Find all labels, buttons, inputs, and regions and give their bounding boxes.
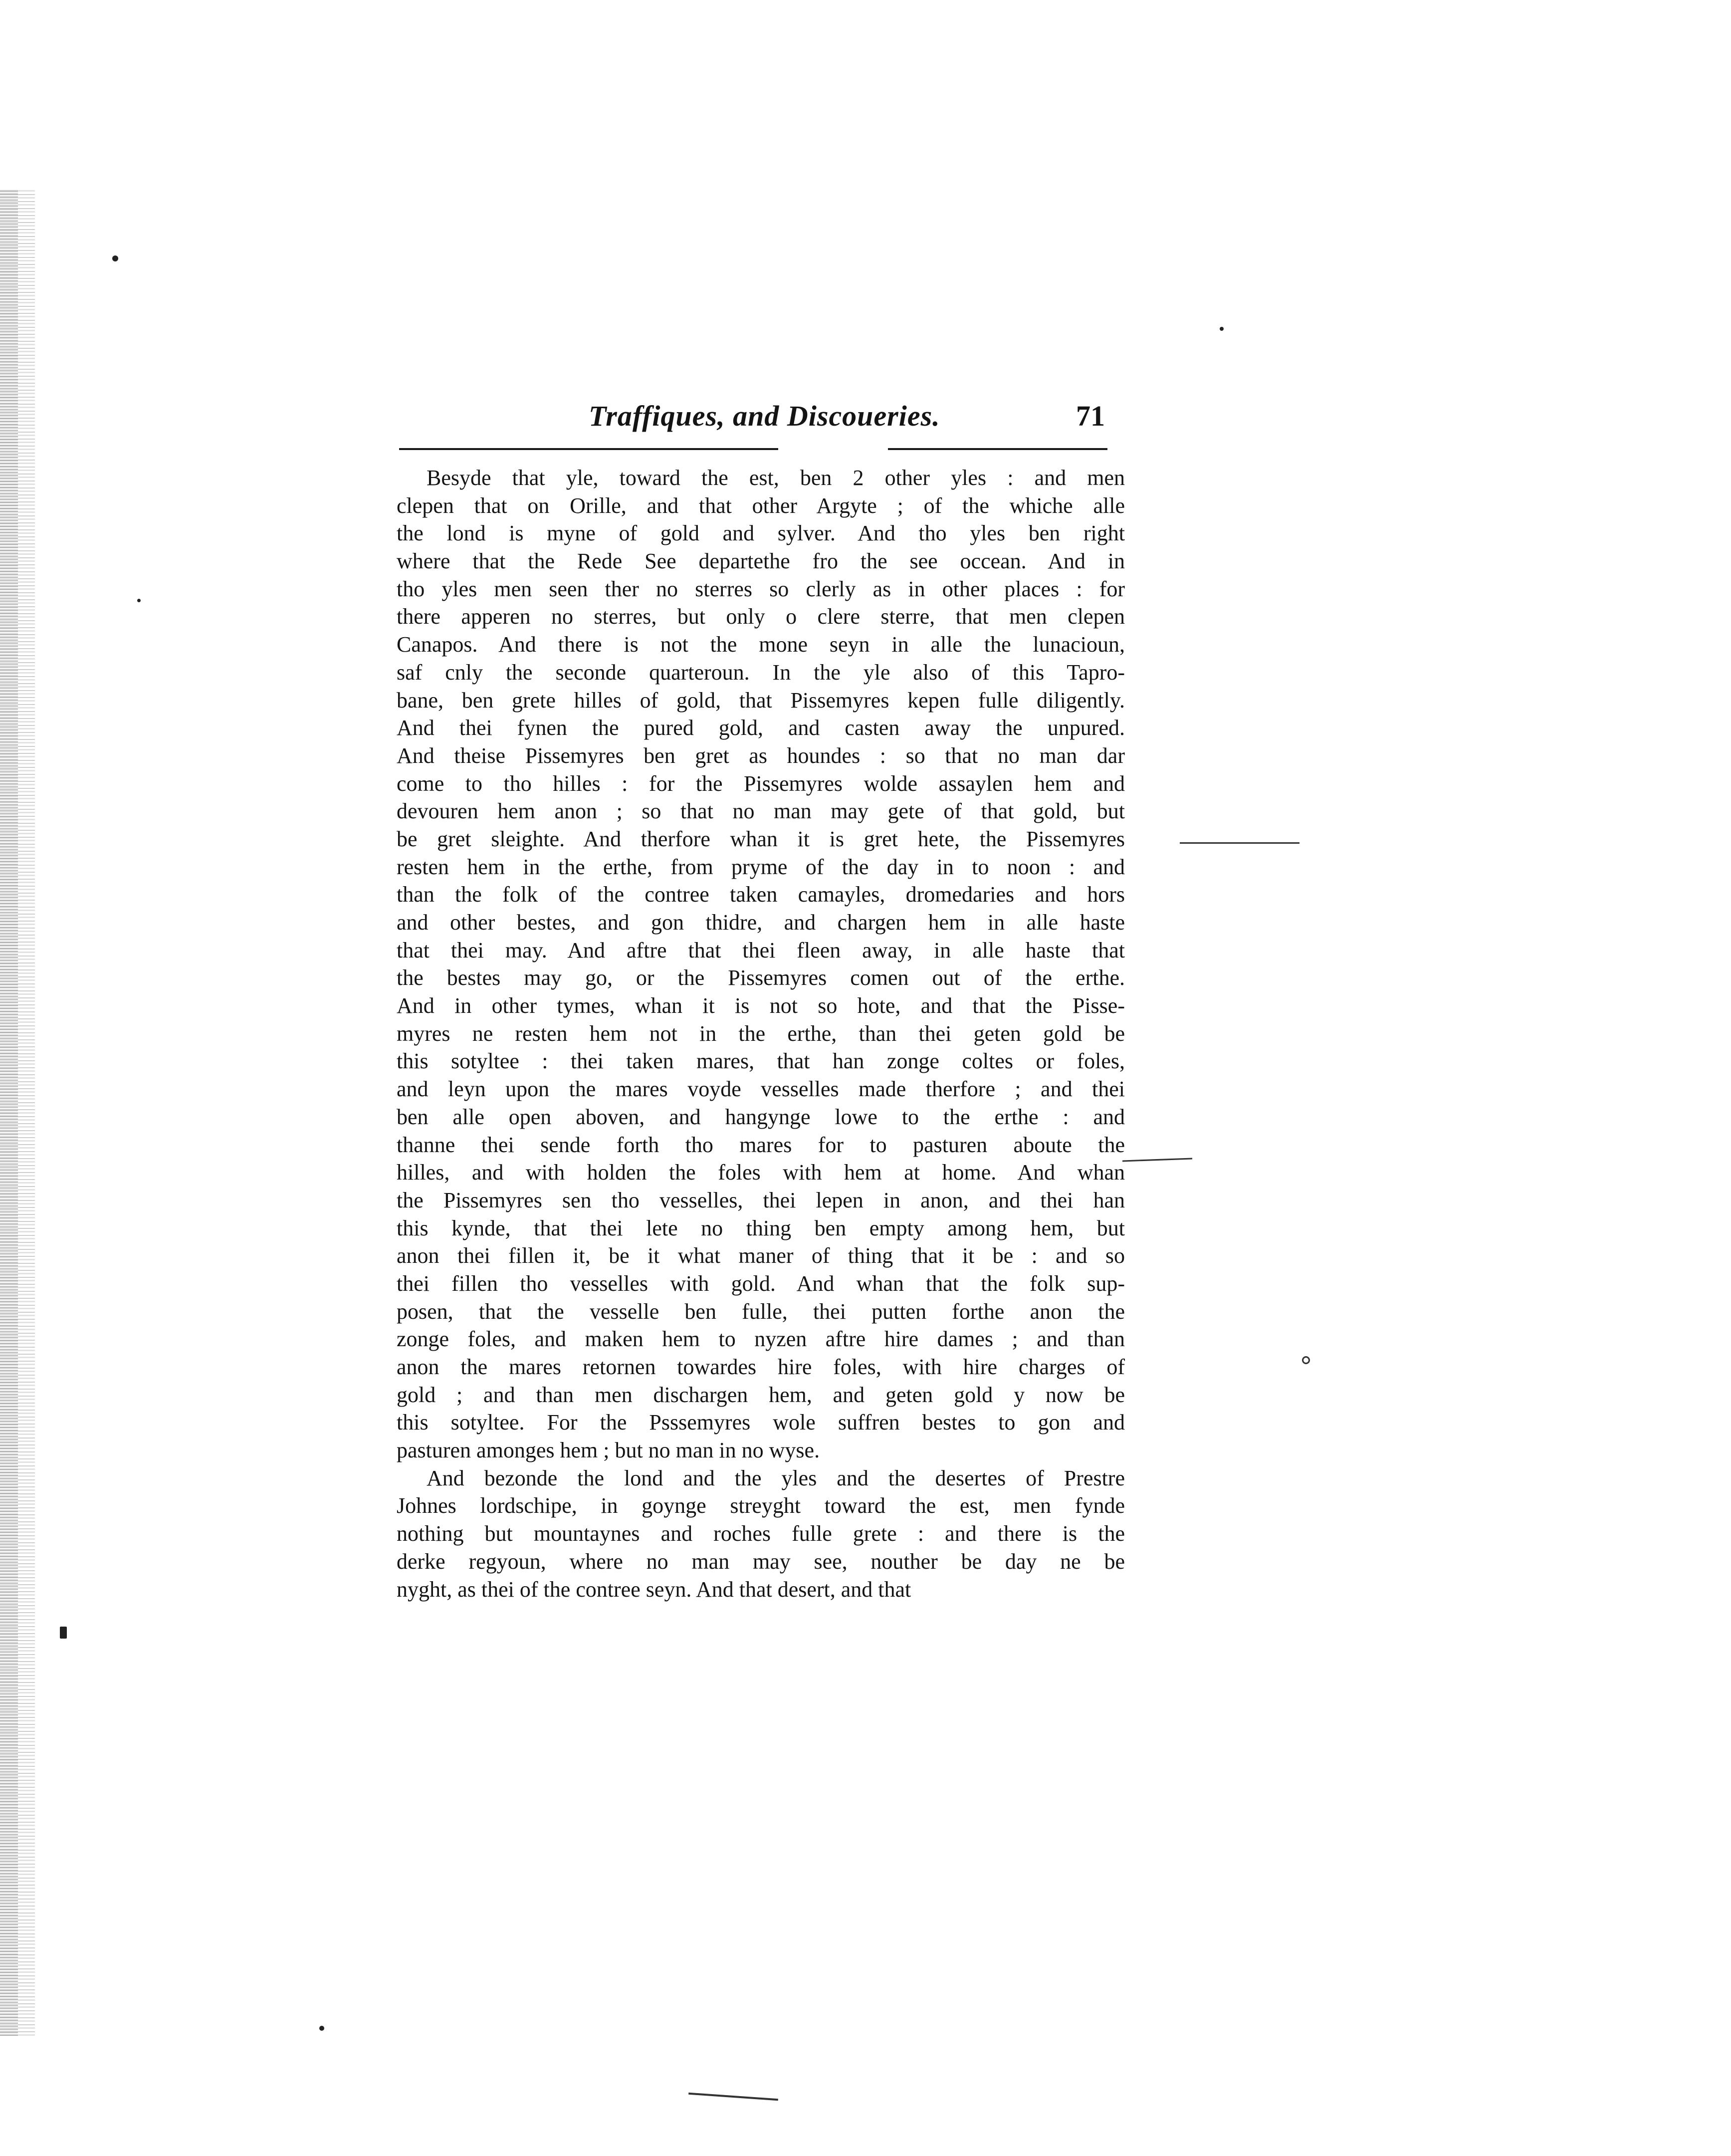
text-line: than the folk of the contree taken camayles, dromedaries and hors [397,882,1125,907]
text-line: derke regyoun, where no man may see, nouther be day ne be [397,1549,1125,1574]
text-line: thanne thei sende forth tho mares for to pasturen aboute the [397,1132,1125,1157]
text-line: tho yles men seen ther no sterres so clerly as in other places : for [397,576,1125,601]
text-line: this kynde, that thei lete no thing ben empty among hem, but [397,1215,1125,1240]
text-line: Canapos. And there is not the mone seyn in alle the lunacioun, [397,632,1125,657]
text-line: the bestes may go, or the Pissemyres comen out of the erthe. [397,965,1125,990]
text-line: come to tho hilles : for the Pissemyres wolde assaylen hem and [397,771,1125,796]
ink-speck [1220,327,1224,331]
text-line: clepen that on Orille, and that other Argyte ; of the whiche alle [397,493,1125,518]
text-line: this sotyltee : thei taken mares, that han zonge coltes or foles, [397,1049,1125,1074]
text-line: nothing but mountaynes and roches fulle grete : and there is the [397,1521,1125,1546]
ink-speck [60,1627,67,1639]
text-line: Besyde that yle, toward the est, ben 2 other yles : and men [427,466,1125,490]
text-line: anon thei fillen it, be it what maner of thing that it be : and so [397,1243,1125,1268]
page-binding-strip [0,190,18,2036]
text-line: And in other tymes, whan it is not so hote, and that the Pisse- [397,993,1125,1018]
text-line: hilles, and with holden the foles with hem at home. And whan [397,1160,1125,1185]
text-line: the lond is myne of gold and sylver. And tho yles ben right [397,521,1125,546]
text-line: Johnes lordschipe, in goynge streyght toward the est, men fynde [397,1493,1125,1518]
text-line: that thei may. And aftre that thei fleen away, in alle haste that [397,938,1125,962]
text-line: pasturen amonges hem ; but no man in no wyse. [397,1438,820,1463]
ink-speck [137,599,141,602]
text-line: resten hem in the erthe, from pryme of the day in to noon : and [397,854,1125,879]
text-line: anon the mares retornen towardes hire foles, with hire charges of [397,1355,1125,1379]
text-line: and leyn upon the mares voyde vesselles made therfore ; and thei [397,1077,1125,1102]
text-line: and other bestes, and gon thidre, and chargen hem in alle haste [397,910,1125,935]
text-line: And thei fynen the pured gold, and casten away the unpured. [397,716,1125,740]
ink-speck [112,255,118,261]
text-line: bane, ben grete hilles of gold, that Pissemyres kepen fulle diligently. [397,688,1125,713]
ink-speck [1302,1356,1310,1364]
paragraph [397,464,1125,1464]
text-line: there apperen no sterres, but only o clere sterre, that men clepen [397,604,1125,629]
ink-speck [319,2026,324,2031]
text-line: posen, that the vesselle ben fulle, thei putten forthe anon the [397,1299,1125,1324]
text-line: saf cnly the seconde quarteroun. In the yle also of this Tapro- [397,660,1125,685]
text-line: myres ne resten hem not in the erthe, than thei geten gold be [397,1021,1125,1046]
text-line: be gret sleighte. And therfore whan it is gret hete, the Pissemyres [397,826,1125,851]
text-line: zonge foles, and maken hem to nyzen aftre hire dames ; and than [397,1327,1125,1352]
text-line: where that the Rede See departethe fro the see occean. And in [397,549,1125,574]
text-line: And theise Pissemyres ben gret as houndes : so that no man dar [397,743,1125,768]
text-line: nyght, as thei of the contree seyn. And that desert, and that [397,1577,911,1602]
margin-mark [1122,1158,1192,1162]
header-rule [888,448,1107,450]
text-line: ben alle open aboven, and hangynge lowe to the erthe : and [397,1104,1125,1129]
page-header [389,399,1112,444]
text-line: And bezonde the lond and the yles and the desertes of Prestre [427,1465,1125,1490]
header-rule [399,448,778,450]
text-line: thei fillen tho vesselles with gold. And whan that the folk sup- [397,1271,1125,1296]
bottom-mark [688,2093,778,2101]
body-text [397,464,1125,1731]
paragraph [397,1464,1125,1603]
text-line: devouren hem anon ; so that no man may gete of that gold, but [397,799,1125,824]
running-head: Traffiques, and Discoueries. [589,400,940,432]
margin-mark [1180,842,1299,844]
text-line: the Pissemyres sen tho vesselles, thei lepen in anon, and thei han [397,1188,1125,1212]
text-line: gold ; and than men dischargen hem, and geten gold y now be [397,1382,1125,1407]
page-number: 71 [1076,400,1105,432]
text-line: this sotyltee. For the Psssemyres wole suffren bestes to gon and [397,1410,1125,1435]
